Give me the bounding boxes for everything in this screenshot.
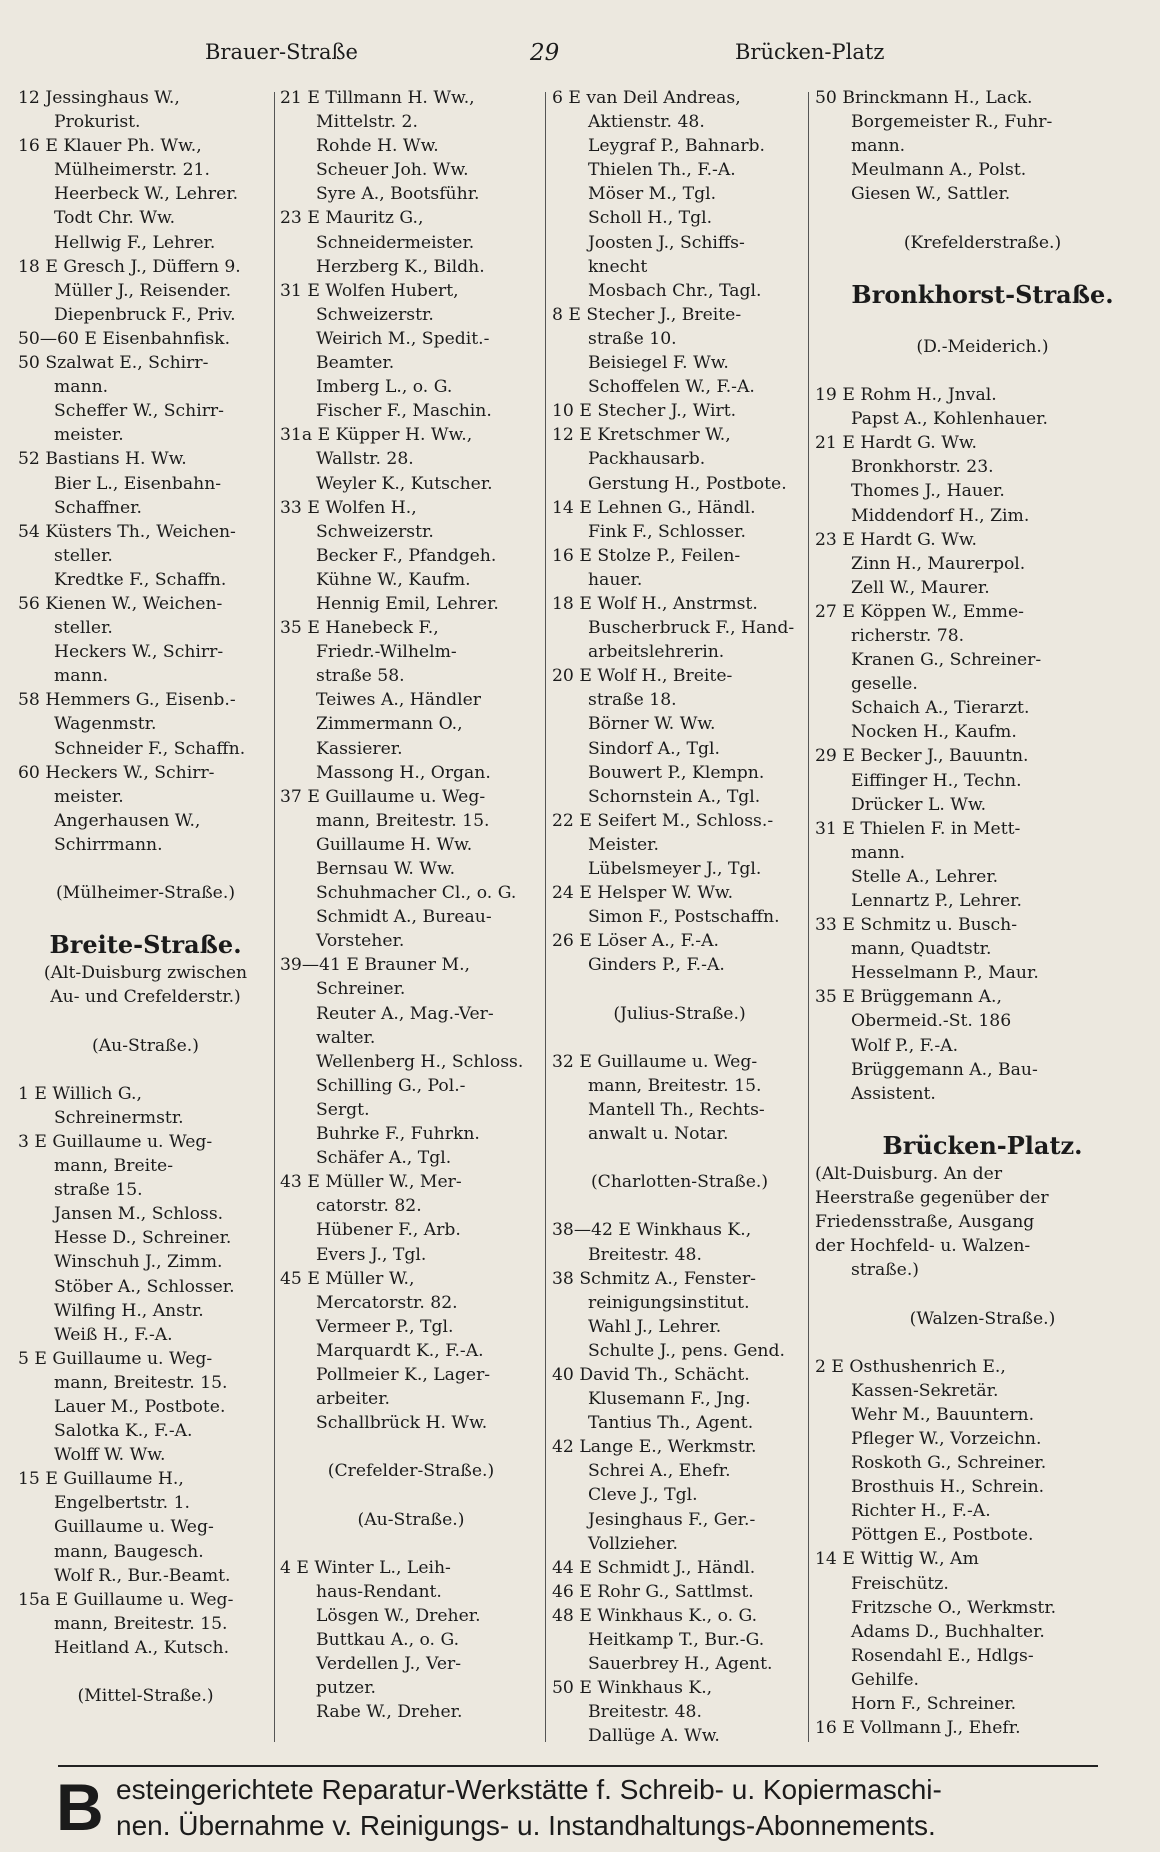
directory-entry: Angerhausen W.,	[54, 810, 201, 831]
directory-entry: Mercatorstr. 82.	[316, 1292, 458, 1313]
directory-entry: meister.	[54, 786, 124, 807]
page-number: 29	[530, 40, 560, 66]
directory-entry: putzer.	[316, 1678, 376, 1699]
directory-entry: Hesselmann P., Maur.	[851, 963, 1039, 984]
directory-entry: Schäfer A., Tgl.	[316, 1148, 452, 1169]
directory-entry: Stöber A., Schlosser.	[54, 1276, 235, 1297]
directory-entry: Joosten J., Schiffs-	[588, 232, 745, 253]
directory-entry: reinigungsinstitut.	[588, 1292, 750, 1313]
directory-entry: 43 E Müller W., Mer-	[280, 1172, 462, 1193]
cross-street-note: (Charlotten-Straße.)	[590, 1172, 769, 1193]
directory-entry: Richter H., F.-A.	[851, 1501, 991, 1522]
directory-entry: Ginders P., F.-A.	[588, 955, 725, 976]
directory-entry: 8 E Stecher J., Breite-	[552, 304, 742, 325]
directory-entry: Cleve J., Tgl.	[588, 1485, 698, 1506]
directory-entry: Herzberg K., Bildh.	[316, 256, 485, 277]
directory-entry: Bronkhorstr. 23.	[851, 457, 994, 478]
directory-entry: straße 18.	[588, 690, 677, 711]
directory-entry	[815, 206, 1150, 230]
directory-entry: Aktienstr. 48.	[588, 112, 705, 133]
directory-entry: Schreinermstr.	[54, 1107, 184, 1128]
directory-entry: 16 E Klauer Ph. Ww.,	[18, 136, 202, 157]
directory-entry: Prokurist.	[54, 112, 141, 133]
directory-entry: Simon F., Postschaffn.	[588, 907, 780, 928]
directory-entry: 40 David Th., Schächt.	[552, 1364, 750, 1385]
directory-entry: mann.	[851, 136, 906, 157]
directory-entry: Pfleger W., Vorzeichn.	[851, 1428, 1042, 1449]
directory-entry: Mittelstr. 2.	[316, 112, 418, 133]
directory-entry	[18, 1660, 273, 1684]
directory-entry: 48 E Winkhaus K., o. G.	[552, 1605, 758, 1626]
directory-entry: Fischer F., Maschin.	[316, 401, 492, 422]
directory-entry: Wolf R., Bur.-Beamt.	[54, 1565, 231, 1586]
directory-entry	[18, 1058, 273, 1082]
directory-entry: Lennartz P., Lehrer.	[851, 891, 1022, 911]
directory-entry: Sergt.	[316, 1099, 370, 1120]
directory-entry: 31a E Küpper H. Ww.,	[280, 425, 473, 446]
directory-entry: Kranen G., Schreiner-	[851, 650, 1042, 671]
directory-entry: mann.	[54, 666, 109, 687]
directory-entry	[815, 1282, 1150, 1306]
directory-entry: Stelle A., Lehrer.	[851, 866, 999, 887]
directory-entry: mann, Breitestr. 15.	[588, 1075, 762, 1096]
directory-entry: Wahl J., Lehrer.	[588, 1316, 722, 1337]
directory-entry: Schornstein A., Tgl.	[588, 786, 761, 807]
directory-entry: Breitestr. 48.	[588, 1702, 702, 1723]
directory-entry: Borgemeister R., Fuhr-	[851, 112, 1053, 133]
directory-entry: Heitkamp T., Bur.-G.	[588, 1630, 765, 1650]
directory-entry: Vorsteher.	[316, 931, 405, 952]
directory-entry: Diepenbruck F., Priv.	[54, 304, 236, 325]
directory-column-2	[280, 86, 542, 1766]
directory-entry: Tantius Th., Agent.	[588, 1413, 754, 1434]
directory-entry: Thomes J., Hauer.	[851, 481, 1005, 502]
directory-entry: Heitland A., Kutsch.	[54, 1637, 230, 1658]
directory-entry: anwalt u. Notar.	[588, 1124, 729, 1145]
street-heading: Brücken-Platz.	[882, 1130, 1083, 1160]
directory-entry	[280, 1435, 542, 1459]
directory-entry: der Hochfeld- u. Walzen-	[815, 1236, 1031, 1257]
directory-entry: Zimmermann O.,	[316, 714, 463, 735]
directory-entry: 37 E Guillaume u. Weg-	[280, 786, 486, 807]
cross-street-note: (Julius-Straße.)	[613, 1003, 746, 1024]
directory-entry: Kassen-Sekretär.	[851, 1380, 999, 1401]
cross-street-note: (Walzen-Straße.)	[909, 1308, 1056, 1329]
directory-entry: Wagenmstr.	[54, 714, 157, 735]
directory-entry: straße 15.	[54, 1180, 143, 1201]
directory-entry: 21 E Tillmann H. Ww.,	[280, 88, 475, 108]
directory-entry: Becker F., Pfandgeh.	[316, 545, 497, 566]
directory-entry: Wilfing H., Anstr.	[54, 1300, 204, 1321]
directory-entry: straße 10.	[588, 328, 677, 349]
directory-entry: Friedensstraße, Ausgang	[815, 1212, 1035, 1233]
cross-street-note: (Krefelderstraße.)	[903, 232, 1062, 253]
cross-street-note: Au- und Crefelderstr.)	[50, 987, 241, 1008]
directory-entry: 6 E van Deil Andreas,	[552, 88, 741, 108]
directory-entry: Evers J., Tgl.	[316, 1244, 427, 1265]
directory-entry: 18 E Gresch J., Düffern 9.	[18, 256, 241, 277]
directory-entry: Nocken H., Kaufm.	[851, 722, 1017, 743]
directory-entry: Rosendahl E., Hdlgs-	[851, 1645, 1034, 1666]
directory-entry: Engelbertstr. 1.	[54, 1493, 190, 1514]
directory-entry: Marquardt K., F.-A.	[316, 1340, 484, 1361]
directory-entry: Syre A., Bootsführ.	[316, 184, 480, 205]
directory-entry: 45 E Müller W.,	[280, 1268, 415, 1289]
directory-entry: 24 E Helsper W. Ww.	[552, 883, 734, 904]
directory-entry: 50 Szalwat E., Schirr-	[18, 353, 209, 374]
column-divider	[545, 92, 546, 1742]
directory-entry	[18, 905, 273, 929]
cross-street-note: (Mülheimer-Straße.)	[55, 883, 236, 904]
directory-entry: Mantell Th., Rechts-	[588, 1099, 765, 1120]
directory-entry: mann.	[54, 377, 109, 398]
directory-entry: Lösgen W., Dreher.	[316, 1605, 481, 1626]
directory-entry: Fritzsche O., Werkmstr.	[851, 1597, 1057, 1618]
directory-entry: 33 E Wolfen H.,	[280, 497, 417, 518]
directory-entry: (Alt-Duisburg. An der	[815, 1163, 1003, 1184]
directory-entry: Schallbrück H. Ww.	[316, 1413, 488, 1434]
directory-entry: Adams D., Buchhalter.	[851, 1621, 1045, 1642]
directory-entry: Kühne W., Kaufm.	[316, 569, 471, 590]
directory-entry: Giesen W., Sattler.	[851, 184, 1011, 205]
directory-entry	[815, 255, 1150, 279]
directory-entry: 23 E Hardt G. Ww.	[815, 529, 978, 550]
column-divider	[274, 92, 275, 1742]
directory-entry: 54 Küsters Th., Weichen-	[18, 521, 236, 542]
directory-entry: Hübener F., Arb.	[316, 1220, 461, 1241]
directory-column-4	[815, 86, 1150, 1766]
directory-entry: 35 E Hanebeck F.,	[280, 618, 439, 639]
directory-entry: Gehilfe.	[851, 1669, 919, 1690]
directory-entry: Scholl H., Tgl.	[588, 208, 713, 229]
running-head-right: Brücken-Platz	[735, 40, 885, 64]
directory-entry: Schneidermeister.	[316, 232, 475, 253]
directory-entry: 18 E Wolf H., Anstrmst.	[552, 593, 758, 614]
directory-entry: Möser M., Tgl.	[588, 184, 717, 205]
directory-entry: Drücker L. Ww.	[851, 794, 987, 815]
directory-entry: meister.	[54, 425, 124, 446]
directory-entry: steller.	[54, 618, 113, 639]
directory-entry: Thielen Th., F.-A.	[588, 160, 736, 181]
ad-line-1: esteingerichtete Reparatur-Werkstätte f. Schreib- u. Kopiermaschi-	[116, 1774, 942, 1805]
directory-entry: Scheffer W., Schirr-	[54, 401, 224, 422]
directory-entry: 2 E Osthushenrich E.,	[815, 1356, 1006, 1377]
column-divider	[808, 92, 809, 1742]
directory-entry: Winschuh J., Zimm.	[54, 1252, 223, 1273]
directory-entry: Hesse D., Schreiner.	[54, 1228, 232, 1249]
directory-entry: 19 E Rohm H., Jnval.	[815, 385, 997, 406]
cross-street-note: (Alt-Duisburg zwischen	[43, 963, 248, 984]
directory-entry: 44 E Schmidt J., Händl.	[552, 1557, 756, 1578]
directory-entry: 23 E Mauritz G.,	[280, 208, 424, 229]
directory-entry: 12 E Kretschmer W.,	[552, 425, 731, 446]
directory-entry: Beisiegel F. Ww.	[588, 353, 729, 374]
directory-entry: straße.)	[851, 1260, 920, 1281]
directory-entry: 52 Bastians H. Ww.	[18, 449, 187, 470]
directory-entry: 21 E Hardt G. Ww.	[815, 433, 978, 454]
directory-entry	[280, 1532, 542, 1556]
directory-entry: Vermeer P., Tgl.	[316, 1316, 454, 1337]
directory-entry: Rohde H. Ww.	[316, 136, 439, 157]
ad-initial-letter: B	[56, 1770, 104, 1844]
directory-entry: Guillaume H. Ww.	[316, 834, 473, 855]
footer-rule	[58, 1765, 1098, 1767]
directory-entry: Weyler K., Kutscher.	[316, 473, 493, 494]
directory-entry: haus-Rendant.	[316, 1581, 442, 1602]
directory-entry: Schrei A., Ehefr.	[588, 1461, 731, 1482]
directory-entry: Lübelsmeyer J., Tgl.	[588, 859, 762, 879]
directory-entry: 22 E Seifert M., Schloss.-	[552, 810, 774, 831]
directory-entry: 16 E Vollmann J., Ehefr.	[815, 1718, 1021, 1739]
directory-entry: Schreiner.	[316, 979, 406, 1000]
directory-entry: Kredtke F., Schaffn.	[54, 569, 227, 590]
cross-street-note: (Au-Straße.)	[357, 1509, 465, 1530]
directory-entry: Schneider F., Schaffn.	[54, 738, 246, 759]
directory-entry: Schaich A., Tierarzt.	[851, 698, 1030, 719]
directory-entry: Hennig Emil, Lehrer.	[316, 593, 499, 614]
directory-entry: knecht	[588, 256, 648, 277]
directory-entry: 4 E Winter L., Leih-	[280, 1557, 451, 1578]
directory-entry: Mülheimerstr. 21.	[54, 160, 210, 181]
directory-entry: 15 E Guillaume H.,	[18, 1469, 184, 1490]
directory-entry: Mosbach Chr., Tagl.	[588, 280, 762, 301]
directory-entry	[815, 311, 1150, 335]
directory-entry: arbeiter.	[316, 1389, 391, 1410]
directory-entry: Beamter.	[316, 353, 395, 374]
directory-entry: Schweizerstr.	[316, 521, 434, 542]
directory-entry: mann, Breitestr. 15.	[54, 1613, 228, 1634]
directory-column-3	[552, 86, 807, 1766]
directory-entry: 46 E Rohr G., Sattlmst.	[552, 1581, 754, 1602]
directory-entry: Assistent.	[851, 1083, 936, 1104]
directory-entry: 1 E Willich G.,	[18, 1083, 142, 1104]
directory-entry: Rabe W., Dreher.	[316, 1702, 463, 1723]
directory-entry: Jansen M., Schloss.	[54, 1204, 224, 1225]
directory-entry: Dallüge A. Ww.	[588, 1726, 720, 1747]
directory-entry: Meulmann A., Polst.	[851, 160, 1027, 181]
directory-entry: Packhausarb.	[588, 449, 706, 470]
directory-entry: 38 Schmitz A., Fenster-	[552, 1268, 756, 1289]
directory-entry: mann, Breitestr. 15.	[54, 1372, 228, 1393]
directory-entry: Friedr.-Wilhelm-	[316, 642, 457, 663]
street-heading: Breite-Straße.	[49, 930, 242, 960]
directory-entry: 50—60 E Eisenbahnfisk.	[18, 328, 231, 349]
directory-entry: arbeitslehrerin.	[588, 642, 725, 663]
directory-entry: richerstr. 78.	[851, 625, 965, 646]
directory-entry: Middendorf H., Zim.	[851, 505, 1030, 526]
directory-entry: 31 E Wolfen Hubert,	[280, 280, 459, 301]
directory-entry: mann, Quadtstr.	[851, 939, 992, 960]
directory-entry: Leygraf P., Bahnarb.	[588, 136, 766, 157]
ad-line-2: nen. Übernahme v. Reinigungs- u. Instandhaltungs-Abonnements.	[116, 1810, 936, 1841]
directory-entry: Müller J., Reisender.	[54, 280, 232, 301]
directory-entry: mann, Breitestr. 15.	[316, 810, 490, 831]
directory-entry: Guillaume u. Weg-	[54, 1517, 214, 1538]
directory-entry: mann.	[851, 842, 906, 863]
directory-entry: Bernsau W. Ww.	[316, 859, 456, 879]
directory-entry	[552, 1026, 807, 1050]
directory-entry: Börner W. Ww.	[588, 714, 716, 735]
directory-entry	[18, 1009, 273, 1033]
directory-entry: 31 E Thielen F. in Mett-	[815, 818, 1021, 839]
directory-entry: Wehr M., Bauuntern.	[851, 1404, 1035, 1425]
directory-entry: Schuhmacher Cl., o. G.	[316, 883, 517, 904]
directory-entry: Schoffelen W., F.-A.	[588, 377, 755, 398]
directory-entry: 33 E Schmitz u. Busch-	[815, 915, 1018, 936]
directory-entry: 27 E Köppen W., Emme-	[815, 601, 1024, 622]
directory-entry: 39—41 E Brauner M.,	[280, 955, 471, 976]
directory-entry: 58 Hemmers G., Eisenb.-	[18, 690, 236, 711]
directory-entry: Schmidt A., Bureau-	[316, 907, 492, 928]
directory-entry: Roskoth G., Schreiner.	[851, 1453, 1047, 1474]
directory-entry: Sindorf A., Tgl.	[588, 738, 720, 759]
directory-entry: Massong H., Organ.	[316, 762, 491, 783]
directory-entry: Schaffner.	[54, 497, 142, 518]
running-head-left: Brauer-Straße	[205, 40, 358, 64]
directory-entry	[815, 1331, 1150, 1355]
directory-entry: Breitestr. 48.	[588, 1244, 702, 1265]
directory-entry: 14 E Lehnen G., Händl.	[552, 497, 756, 518]
directory-entry: Gerstung H., Postbote.	[588, 473, 787, 494]
directory-entry: Kassierer.	[316, 738, 403, 759]
directory-entry: Heerstraße gegenüber der	[815, 1188, 1049, 1209]
directory-column-1	[18, 86, 273, 1766]
directory-entry: geselle.	[851, 674, 918, 695]
cross-street-note: (D.-Meiderich.)	[916, 336, 1049, 357]
directory-entry: Salotka K., F.-A.	[54, 1421, 193, 1442]
directory-entry: Weirich M., Spedit.-	[316, 328, 490, 349]
directory-entry: Zinn H., Maurerpol.	[851, 553, 1026, 574]
directory-entry: 3 E Guillaume u. Weg-	[18, 1131, 213, 1152]
cross-street-note: (Au-Straße.)	[92, 1035, 199, 1056]
directory-entry: 50 Brinckmann H., Lack.	[815, 88, 1033, 108]
directory-entry: catorstr. 82.	[316, 1196, 422, 1217]
directory-entry: Scheuer Joh. Ww.	[316, 160, 469, 181]
directory-entry: Brüggemann A., Bau-	[851, 1059, 1038, 1080]
directory-entry: Bier L., Eisenbahn-	[54, 473, 222, 494]
directory-entry: Heckers W., Schirr-	[54, 642, 224, 663]
directory-entry: Brosthuis H., Schrein.	[851, 1477, 1045, 1498]
directory-entry: hauer.	[588, 569, 643, 590]
directory-entry: Buhrke F., Fuhrkn.	[316, 1124, 480, 1145]
directory-entry: Weiß H., F.-A.	[54, 1324, 173, 1345]
directory-entry: 5 E Guillaume u. Weg-	[18, 1348, 213, 1369]
directory-entry: 56 Kienen W., Weichen-	[18, 593, 223, 614]
directory-entry: steller.	[54, 545, 113, 566]
directory-entry: Wellenberg H., Schloss.	[316, 1051, 524, 1072]
directory-entry: Meister.	[588, 834, 659, 855]
directory-entry: mann, Baugesch.	[54, 1541, 204, 1562]
directory-entry: Sauerbrey H., Agent.	[588, 1654, 773, 1675]
directory-entry	[18, 857, 273, 881]
directory-entry: Wolff W. Ww.	[54, 1445, 166, 1466]
directory-entry: Klusemann F., Jng.	[588, 1389, 751, 1410]
directory-entry: Buscherbruck F., Hand-	[588, 618, 795, 639]
cross-street-note: (Crefelder-Straße.)	[327, 1461, 495, 1482]
directory-entry: Schweizerstr.	[316, 304, 434, 325]
directory-entry: 38—42 E Winkhaus K.,	[552, 1220, 752, 1241]
directory-entry: Vollzieher.	[588, 1533, 678, 1554]
directory-entry: 50 E Winkhaus K.,	[552, 1678, 713, 1699]
directory-entry: Pollmeier K., Lager-	[316, 1364, 491, 1385]
directory-entry: Papst A., Kohlenhauer.	[851, 409, 1048, 430]
directory-entry: Fink F., Schlosser.	[588, 521, 746, 542]
directory-entry	[815, 1106, 1150, 1130]
directory-entry: Eiffinger H., Techn.	[851, 770, 1022, 791]
directory-entry: Obermeid.-St. 186	[851, 1011, 1012, 1032]
directory-entry: Bouwert P., Klempn.	[588, 762, 765, 783]
directory-entry: walter.	[316, 1027, 376, 1048]
directory-entry: Wallstr. 28.	[316, 449, 414, 470]
directory-entry: Schulte J., pens. Gend.	[588, 1340, 785, 1361]
directory-entry: Schirrmann.	[54, 834, 163, 855]
cross-street-note: (Mittel-Straße.)	[77, 1686, 214, 1707]
directory-entry: mann, Breite-	[54, 1156, 174, 1177]
directory-entry: 32 E Guillaume u. Weg-	[552, 1051, 758, 1072]
directory-entry: Zell W., Maurer.	[851, 577, 990, 598]
directory-entry: Schilling G., Pol.-	[316, 1075, 466, 1096]
directory-entry: Pöttgen E., Postbote.	[851, 1525, 1034, 1546]
directory-entry: 26 E Löser A., F.-A.	[552, 931, 719, 952]
directory-entry: 20 E Wolf H., Breite-	[552, 666, 733, 687]
directory-entry: Todt Chr. Ww.	[54, 208, 176, 229]
directory-entry	[552, 1146, 807, 1170]
directory-entry: 10 E Stecher J., Wirt.	[552, 401, 737, 422]
directory-entry: 15a E Guillaume u. Weg-	[18, 1589, 234, 1610]
directory-entry: Hellwig F., Lehrer.	[54, 232, 216, 253]
directory-entry: Horn F., Schreiner.	[851, 1694, 1017, 1714]
directory-entry	[552, 1194, 807, 1218]
directory-entry: Jesinghaus F., Ger.-	[588, 1509, 756, 1530]
advertisement	[56, 1772, 1116, 1846]
directory-entry: Wolf P., F.-A.	[851, 1035, 959, 1056]
directory-entry: 16 E Stolze P., Feilen-	[552, 545, 741, 566]
directory-entry	[280, 1483, 542, 1507]
directory-entry: Freischütz.	[851, 1573, 949, 1594]
directory-entry: 42 Lange E., Werkmstr.	[552, 1437, 757, 1458]
directory-entry: Verdellen J., Ver-	[316, 1654, 462, 1675]
directory-entry: Lauer M., Postbote.	[54, 1396, 226, 1417]
directory-entry: 12 Jessinghaus W.,	[18, 88, 180, 108]
directory-entry: Reuter A., Mag.-Ver-	[316, 1003, 494, 1024]
directory-entry	[815, 359, 1150, 383]
directory-entry: Heerbeck W., Lehrer.	[54, 184, 239, 205]
directory-entry: Buttkau A., o. G.	[316, 1630, 460, 1650]
directory-entry: Imberg L., o. G.	[316, 377, 453, 398]
directory-entry: 60 Heckers W., Schirr-	[18, 762, 215, 783]
directory-entry: 29 E Becker J., Bauuntn.	[815, 746, 1029, 767]
directory-entry: 14 E Wittig W., Am	[815, 1549, 979, 1570]
directory-entry: 35 E Brüggemann A.,	[815, 987, 1002, 1008]
directory-entry: Teiwes A., Händler	[316, 690, 481, 711]
directory-entry	[552, 977, 807, 1001]
street-heading: Bronkhorst-Straße.	[851, 279, 1114, 309]
page-header	[0, 40, 1160, 74]
directory-entry: straße 58.	[316, 666, 405, 687]
